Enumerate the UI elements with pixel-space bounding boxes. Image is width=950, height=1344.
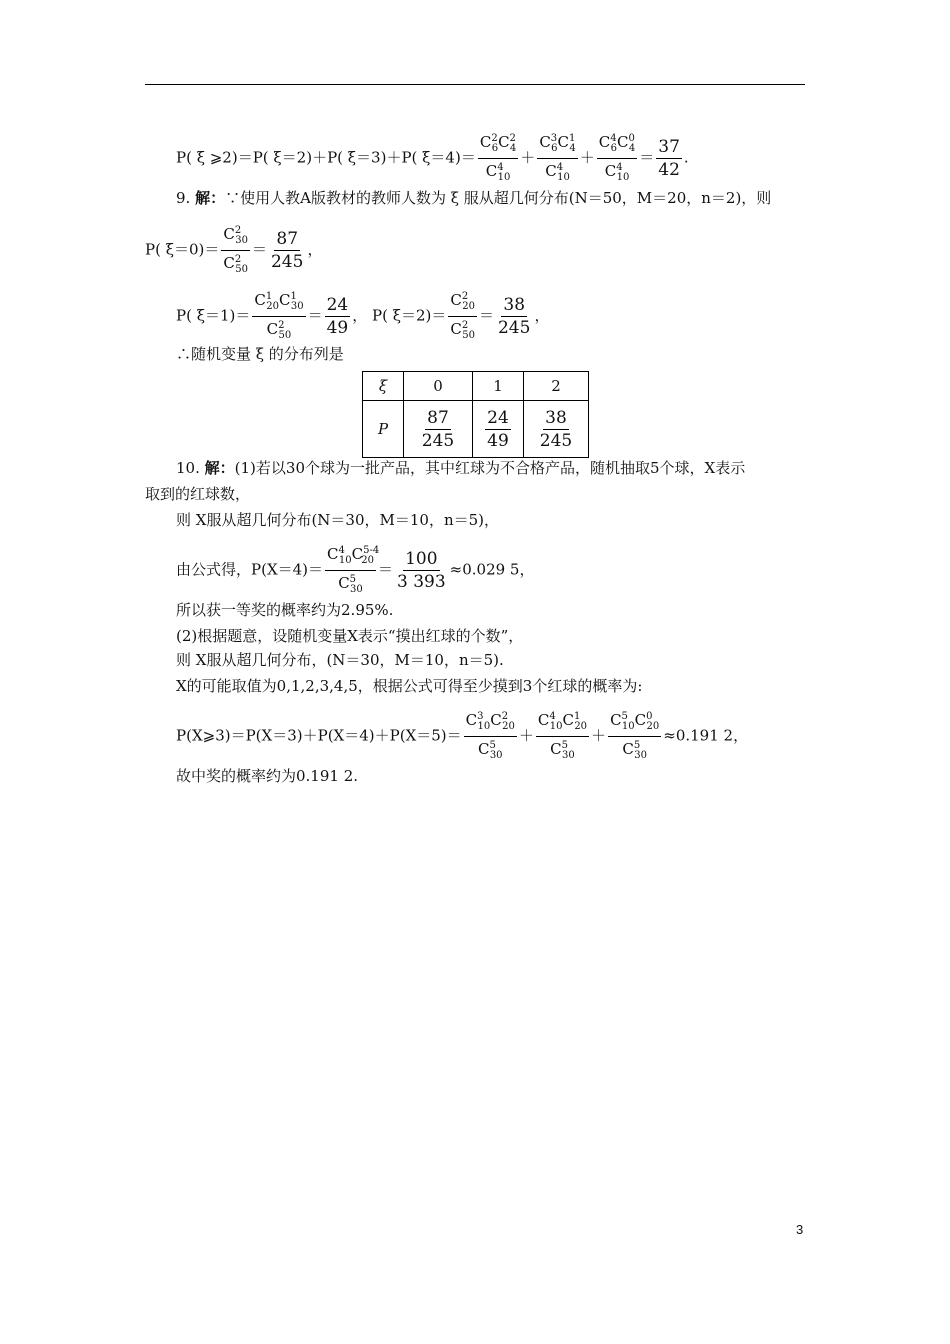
q8-lhs: P( ξ ⩾2)＝P( ξ＝2)＋P( ξ＝3)＋P( ξ＝4)＝ xyxy=(176,148,476,167)
table-cell: 0 xyxy=(404,372,473,401)
q9-p0-value: $\frac{87}{245}$ xyxy=(270,229,304,272)
table-row xyxy=(363,401,589,458)
table-cell: $\frac{38}{245}$ xyxy=(524,401,589,458)
q8-term-2: $\frac{C^3_6C^1_4}{C^4_{10}}$ xyxy=(537,130,577,187)
q10-intro: 10. 解：(1)若以30个球为一批产品，其中红球为不合格产品，随机抽取5个球，X表示 xyxy=(176,459,746,477)
table-cell: ξ xyxy=(363,372,404,401)
q8-term-1 xyxy=(478,130,518,187)
q9-p1-p2-line: P( ξ＝1)＝ $\frac{C^1_{20}C^1_{30}}{C^2_{50}}$ ＝ $\frac{24}{49}$ ， P( ξ＝2)＝ $\frac{C^2_{20}}{C^2_{50}}$ ＝ $\frac{38}{245}$ ， xyxy=(176,288,549,345)
q8-probability-line: P( ξ ⩾2)＝P( ξ＝2)＋P( ξ＝3)＋P( ξ＝4)＝ $\frac{C^2_6C^2_4}{C^4_{10}}$ ＋ $\frac{C^3_6C^1_4}{C^4_{10}}$ ＋ $\frac{C^4_6C^0_4}{C^4_{10}}$ ＝ $\frac{37}{42}$ . xyxy=(176,130,689,187)
q10-part1-conclusion: 所以获一等奖的概率约为2.95%. xyxy=(176,601,394,619)
page-number: 3 xyxy=(796,1222,804,1237)
q10-formula-value: $\frac{100}{3 393}$ xyxy=(396,549,446,592)
q10-part2-conclusion: 故中奖的概率约为0.191 2. xyxy=(176,767,359,785)
q9-p1-combo: $\frac{C^1_{20}C^1_{30}}{C^2_{50}}$ xyxy=(252,288,305,345)
q10-term-4: $\frac{C^4_{10}C^1_{20}}{C^5_{30}}$ xyxy=(536,708,589,765)
q9-intro: 9. 解：∵使用人教A版教材的教师人数为 ξ 服从超几何分布(N＝50，M＝20，n＝2)，则 xyxy=(176,189,772,207)
q9-p2-combo: $\frac{C^2_{20}}{C^2_{50}}$ xyxy=(448,288,477,345)
q8-result: $\frac{37}{42}$ xyxy=(658,137,680,180)
q10-part2-dist: 则 X服从超几何分布，(N＝30，M＝10，n＝5). xyxy=(176,651,504,669)
q8-term-3: $\frac{C^4_6C^0_4}{C^4_{10}}$ xyxy=(597,130,637,187)
q9-p1-value: $\frac{24}{49}$ xyxy=(326,295,349,338)
q9-p2-value: $\frac{38}{245}$ xyxy=(497,295,531,338)
q10-part2-formula: P(X⩾3)＝P(X＝3)＋P(X＝4)＋P(X＝5)＝ $\frac{C^3_{10}C^2_{20}}{C^5_{30}}$ ＋ $\frac{C^4_{10}C^1_{20}}{C^5_{30}}$ ＋ $\frac{C^5_{10}C^0_{20}}{C^5_{30}}$ ≈0.191 2， xyxy=(176,708,748,765)
q10-formula-combo: $\frac{C^4_{10}C^{5-4}_{20}}{C^5_{30}}$ xyxy=(325,542,376,599)
q8-term-1-num: $C^2_6C^2_4$ xyxy=(478,130,518,159)
distribution-table xyxy=(362,371,589,458)
q10-part1-dist: 则 X服从超几何分布(N＝30，M＝10，n＝5)， xyxy=(176,511,500,529)
q10-part2-intro: (2)根据题意，设随机变量X表示“摸出红球的个数”， xyxy=(176,627,524,645)
q10-term-5: $\frac{C^5_{10}C^0_{20}}{C^5_{30}}$ xyxy=(608,708,661,765)
q10-intro-cont: 取到的红球数， xyxy=(145,485,251,503)
q9-p0-line: P( ξ＝0)＝ $\frac{C^2_{30}}{C^2_{50}}$ ＝ $\frac{87}{245}$ ， xyxy=(145,222,322,279)
table-cell: 1 xyxy=(473,372,524,401)
table-cell: $\frac{87}{245}$ xyxy=(404,401,473,458)
q9-p0-combo: $\frac{C^2_{30}}{C^2_{50}}$ xyxy=(221,222,250,279)
table-cell: $\frac{24}{49}$ xyxy=(473,401,524,458)
table-header-row xyxy=(363,372,589,401)
q10-formula-line: 由公式得，P(X＝4)＝ $\frac{C^4_{10}C^{5-4}_{20}}{C^5_{30}}$ ＝ $\frac{100}{3 393}$ ≈0.029 5， xyxy=(176,542,534,599)
table-cell: 2 xyxy=(524,372,589,401)
q8-term-1-den: $C^4_{10}$ xyxy=(485,162,511,183)
q9-dist-intro: ∴随机变量 ξ 的分布列是 xyxy=(176,345,344,363)
table-row-label: P xyxy=(363,401,404,458)
q10-part2-values: X的可能取值为0,1,2,3,4,5，根据公式可得至少摸到3个红球的概率为: xyxy=(176,677,643,695)
q10-term-3: $\frac{C^3_{10}C^2_{20}}{C^5_{30}}$ xyxy=(464,708,517,765)
header-rule xyxy=(145,84,805,85)
